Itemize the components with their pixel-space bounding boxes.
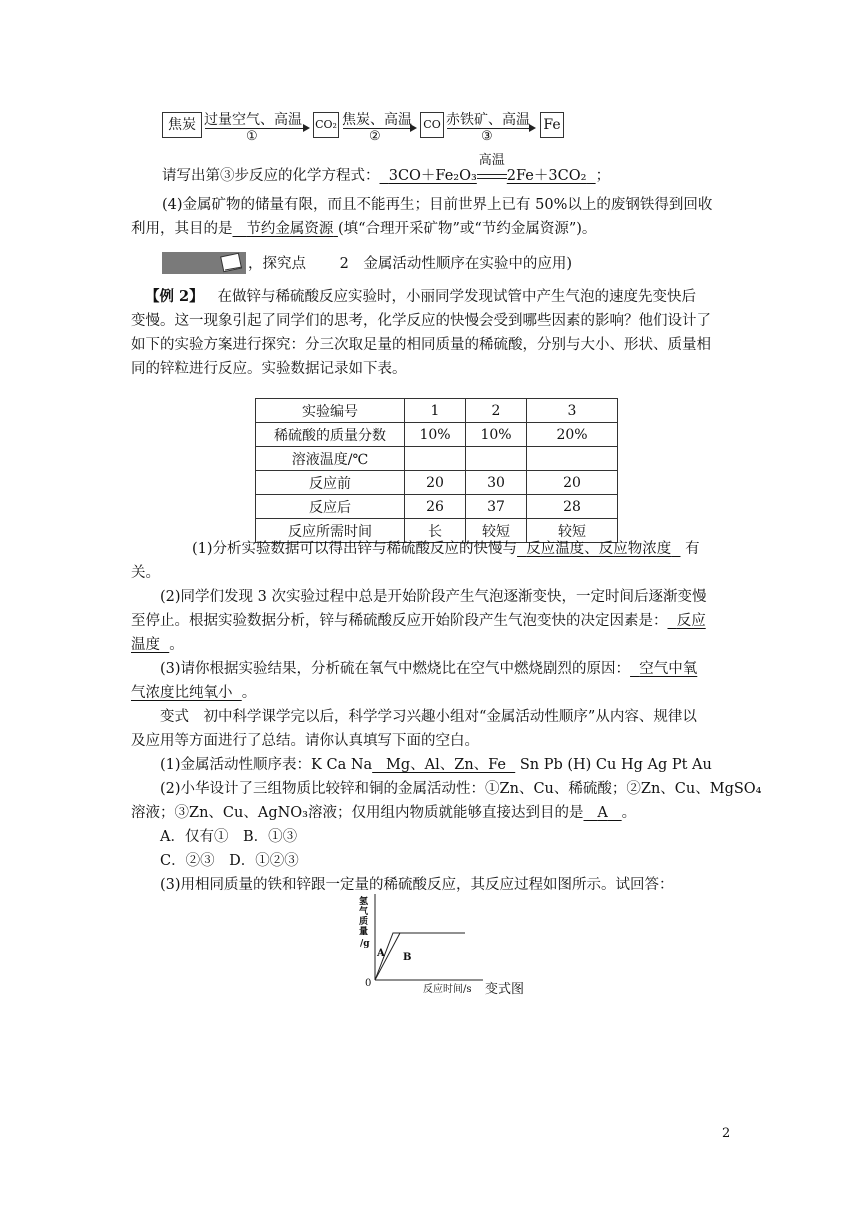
graph-y-label-char-1: 气 [359, 907, 369, 917]
table-cell: 10% [466, 423, 527, 447]
table-cell: 溶液温度/℃ [256, 447, 405, 471]
book-icon [218, 252, 246, 274]
p1-prefix: (1)分析实验数据可以得出锌与稀硫酸反应的快慢与 [192, 541, 518, 557]
p2-answer-2-text: 温度 [131, 637, 160, 653]
example2-line2: 变慢。这一现象引起了同学们的思考，化学反应的快慢会受到哪些因素的影响？他们设计了 [131, 313, 711, 329]
table-cell: 26 [405, 495, 466, 519]
p2-line2-prefix: 至停止。根据实验数据分析，锌与稀硫酸反应开始阶段产生气泡变快的决定因素是： [131, 613, 668, 629]
table-cell: 长 [405, 519, 466, 543]
flow-arrowhead-2 [410, 124, 417, 132]
experiment-table-body [256, 399, 618, 543]
equation-answer [380, 153, 596, 184]
section-badge [162, 252, 246, 274]
variant-options-2: C．②③ D．①②③ [160, 853, 299, 869]
equation-question [162, 153, 611, 188]
p2-line3-suffix: 。 [169, 637, 184, 653]
p3-line2-suffix: 。 [241, 685, 257, 701]
table-cell: 30 [466, 471, 527, 495]
flow-box-co2: CO₂ [313, 112, 339, 138]
p3-line1-prefix: (3)请你根据实验结果，分析硫在氧气中燃烧比在空气中燃烧剧烈的原因： [160, 661, 631, 677]
table-cell: 20% [527, 423, 618, 447]
table-header-cell: 2 [466, 399, 527, 423]
graph-y-label-char-4: /g [360, 939, 370, 949]
example2-line3: 如下的实验方案进行探究：分三次取足量的相同质量的稀硫酸，分别与大小、形状、质量相 [131, 337, 711, 353]
table-cell [466, 447, 527, 471]
table-cell: 37 [466, 495, 527, 519]
flow-step-1: ① [246, 129, 258, 144]
flow-arrowhead-3 [529, 124, 536, 132]
flow-label-3: 赤铁矿、高温 [446, 112, 530, 128]
p2-line3 [131, 633, 184, 657]
p2-line1: (2)同学们发现 3 次实验过程中总是开始阶段产生气泡逐渐变快，一定时间后逐渐变慢 [160, 589, 707, 605]
example2-line1 [145, 285, 696, 309]
equation-condition [477, 153, 507, 188]
table-cell: 反应前 [256, 471, 405, 495]
variant-q2-answer [584, 805, 622, 821]
flow-box-fe: Fe [540, 112, 564, 138]
p1-answer [517, 541, 680, 557]
table-row [256, 471, 618, 495]
flow-box-coke: 焦炭 [162, 112, 202, 138]
variant-q2-suffix: 。 [621, 805, 637, 821]
q4-line1: (4)金属矿物的储量有限，而且不能再生；目前世界上已有 50%以上的废钢铁得到回收 [162, 197, 713, 213]
graph-y-label-char-2: 质 [359, 917, 369, 927]
table-cell: 10% [405, 423, 466, 447]
equation-left: 3CO＋Fe₂O₃ [388, 168, 477, 184]
table-header-cell: 实验编号 [256, 399, 405, 423]
variant-q1-suffix: Sn Pb (H) Cu Hg Ag Pt Au [519, 757, 712, 773]
experiment-table [255, 398, 618, 543]
p2-answer-1 [668, 613, 706, 629]
p3-answer-1-text: 空气中氧 [639, 661, 698, 677]
p1-answer-text: 反应温度、反应物浓度 [526, 541, 672, 557]
flow-label-2: 焦炭、高温 [342, 112, 412, 128]
graph-label-b: B [403, 952, 412, 963]
q4-line2 [131, 217, 596, 241]
table-row [256, 447, 618, 471]
graph-label-a: A [377, 948, 385, 959]
q4-line2-prefix: 利用，其目的是 [131, 221, 233, 237]
equation-condition-text: 高温 [478, 153, 505, 168]
graph-line-a [375, 933, 465, 980]
variant-line2: 及应用等方面进行了总结。请你认真填写下面的空白。 [131, 733, 479, 749]
table-header-cell: 3 [527, 399, 618, 423]
example2-line4: 同的锌粒进行反应。实验数据记录如下表。 [131, 361, 407, 377]
variant-q1 [160, 753, 712, 777]
variant-q2-answer-text: A [597, 805, 608, 821]
p2-line2 [131, 609, 706, 633]
variant-q1-answer [372, 757, 515, 773]
graph-x-label: 反应时间/s [423, 984, 472, 995]
flow-label-1: 过量空气、高温 [204, 112, 302, 128]
equation-right: 2Fe＋3CO₂ [506, 168, 587, 184]
table-row [256, 399, 618, 423]
example2-line1-text: 在做锌与稀硫酸反应实验时，小丽同学发现试管中产生气泡的速度先变快后 [217, 289, 696, 305]
table-cell: 较短 [527, 519, 618, 543]
variant-line1: 变式 初中科学课学完以后，科学学习兴趣小组对“金属活动性顺序”从内容、规律以 [160, 709, 697, 725]
q4-answer [233, 221, 338, 237]
variant-options-1: A．仅有① B．①③ [160, 829, 298, 845]
table-cell: 28 [527, 495, 618, 519]
table-cell: 20 [405, 471, 466, 495]
flow-arrowhead-1 [303, 124, 310, 132]
equation-equals [477, 174, 507, 179]
equation-prefix: 请写出第③步反应的化学方程式： [162, 168, 380, 184]
graph-y-label-char-3: 量 [359, 927, 369, 937]
variant-q3: (3)用相同质量的铁和锌跟一定量的稀硫酸反应，其反应过程如图所示。试回答： [160, 877, 674, 893]
variant-q1-answer-text: Mg、Al、Zn、Fe [386, 757, 506, 773]
flow-step-2: ② [369, 129, 381, 144]
q4-line2-suffix: (填“合理开采矿物”或“节约金属资源”)。 [337, 221, 597, 237]
flow-box-co: CO [420, 112, 444, 138]
p3-answer-2 [131, 685, 242, 701]
variant-q2-prefix: 溶液；③Zn、Cu、AgNO₃溶液；仅用组内物质就能够直接达到目的是 [131, 805, 584, 821]
p2-answer-1-text: 反应 [676, 613, 706, 629]
table-cell: 反应后 [256, 495, 405, 519]
table-header-cell: 1 [405, 399, 466, 423]
p3-line1 [160, 657, 697, 681]
p3-line2 [131, 681, 256, 705]
page-number: 2 [722, 1126, 731, 1141]
flow-step-3: ③ [481, 129, 493, 144]
p1-line1 [192, 537, 700, 561]
table-cell [405, 447, 466, 471]
p1-suffix: 有 [685, 541, 700, 557]
reaction-graph [355, 890, 575, 1010]
variant-q2-line1: (2)小华设计了三组物质比较锌和铜的金属活动性：①Zn、Cu、稀硫酸；②Zn、Cu、MgSO₄ [160, 781, 762, 797]
section-title: ，探究点 2 金属活动性顺序在实验中的应用) [248, 256, 572, 272]
equation-suffix: ； [595, 168, 611, 184]
table-row [256, 495, 618, 519]
p2-answer-2 [131, 637, 169, 653]
p3-answer-2-text: 气浓度比纯氧小 [131, 685, 233, 701]
table-cell: 反应所需时间 [256, 519, 405, 543]
table-cell [527, 447, 618, 471]
table-cell: 较短 [466, 519, 527, 543]
graph-origin: 0 [365, 978, 372, 989]
p3-answer-1 [630, 661, 697, 677]
variant-q2-line2 [131, 801, 636, 825]
graph-caption: 变式图 [485, 982, 525, 997]
graph-y-label [359, 895, 370, 949]
example2-tag: 【例 2】 [145, 288, 204, 305]
table-cell: 20 [527, 471, 618, 495]
variant-q1-prefix: (1)金属活动性顺序表：K Ca Na [160, 757, 373, 773]
graph-y-label-char-0: 氢 [359, 897, 369, 907]
table-cell: 稀硫酸的质量分数 [256, 423, 405, 447]
p1-line2: 关。 [131, 565, 160, 581]
q4-answer-text: 节约金属资源 [246, 221, 334, 237]
table-row [256, 423, 618, 447]
